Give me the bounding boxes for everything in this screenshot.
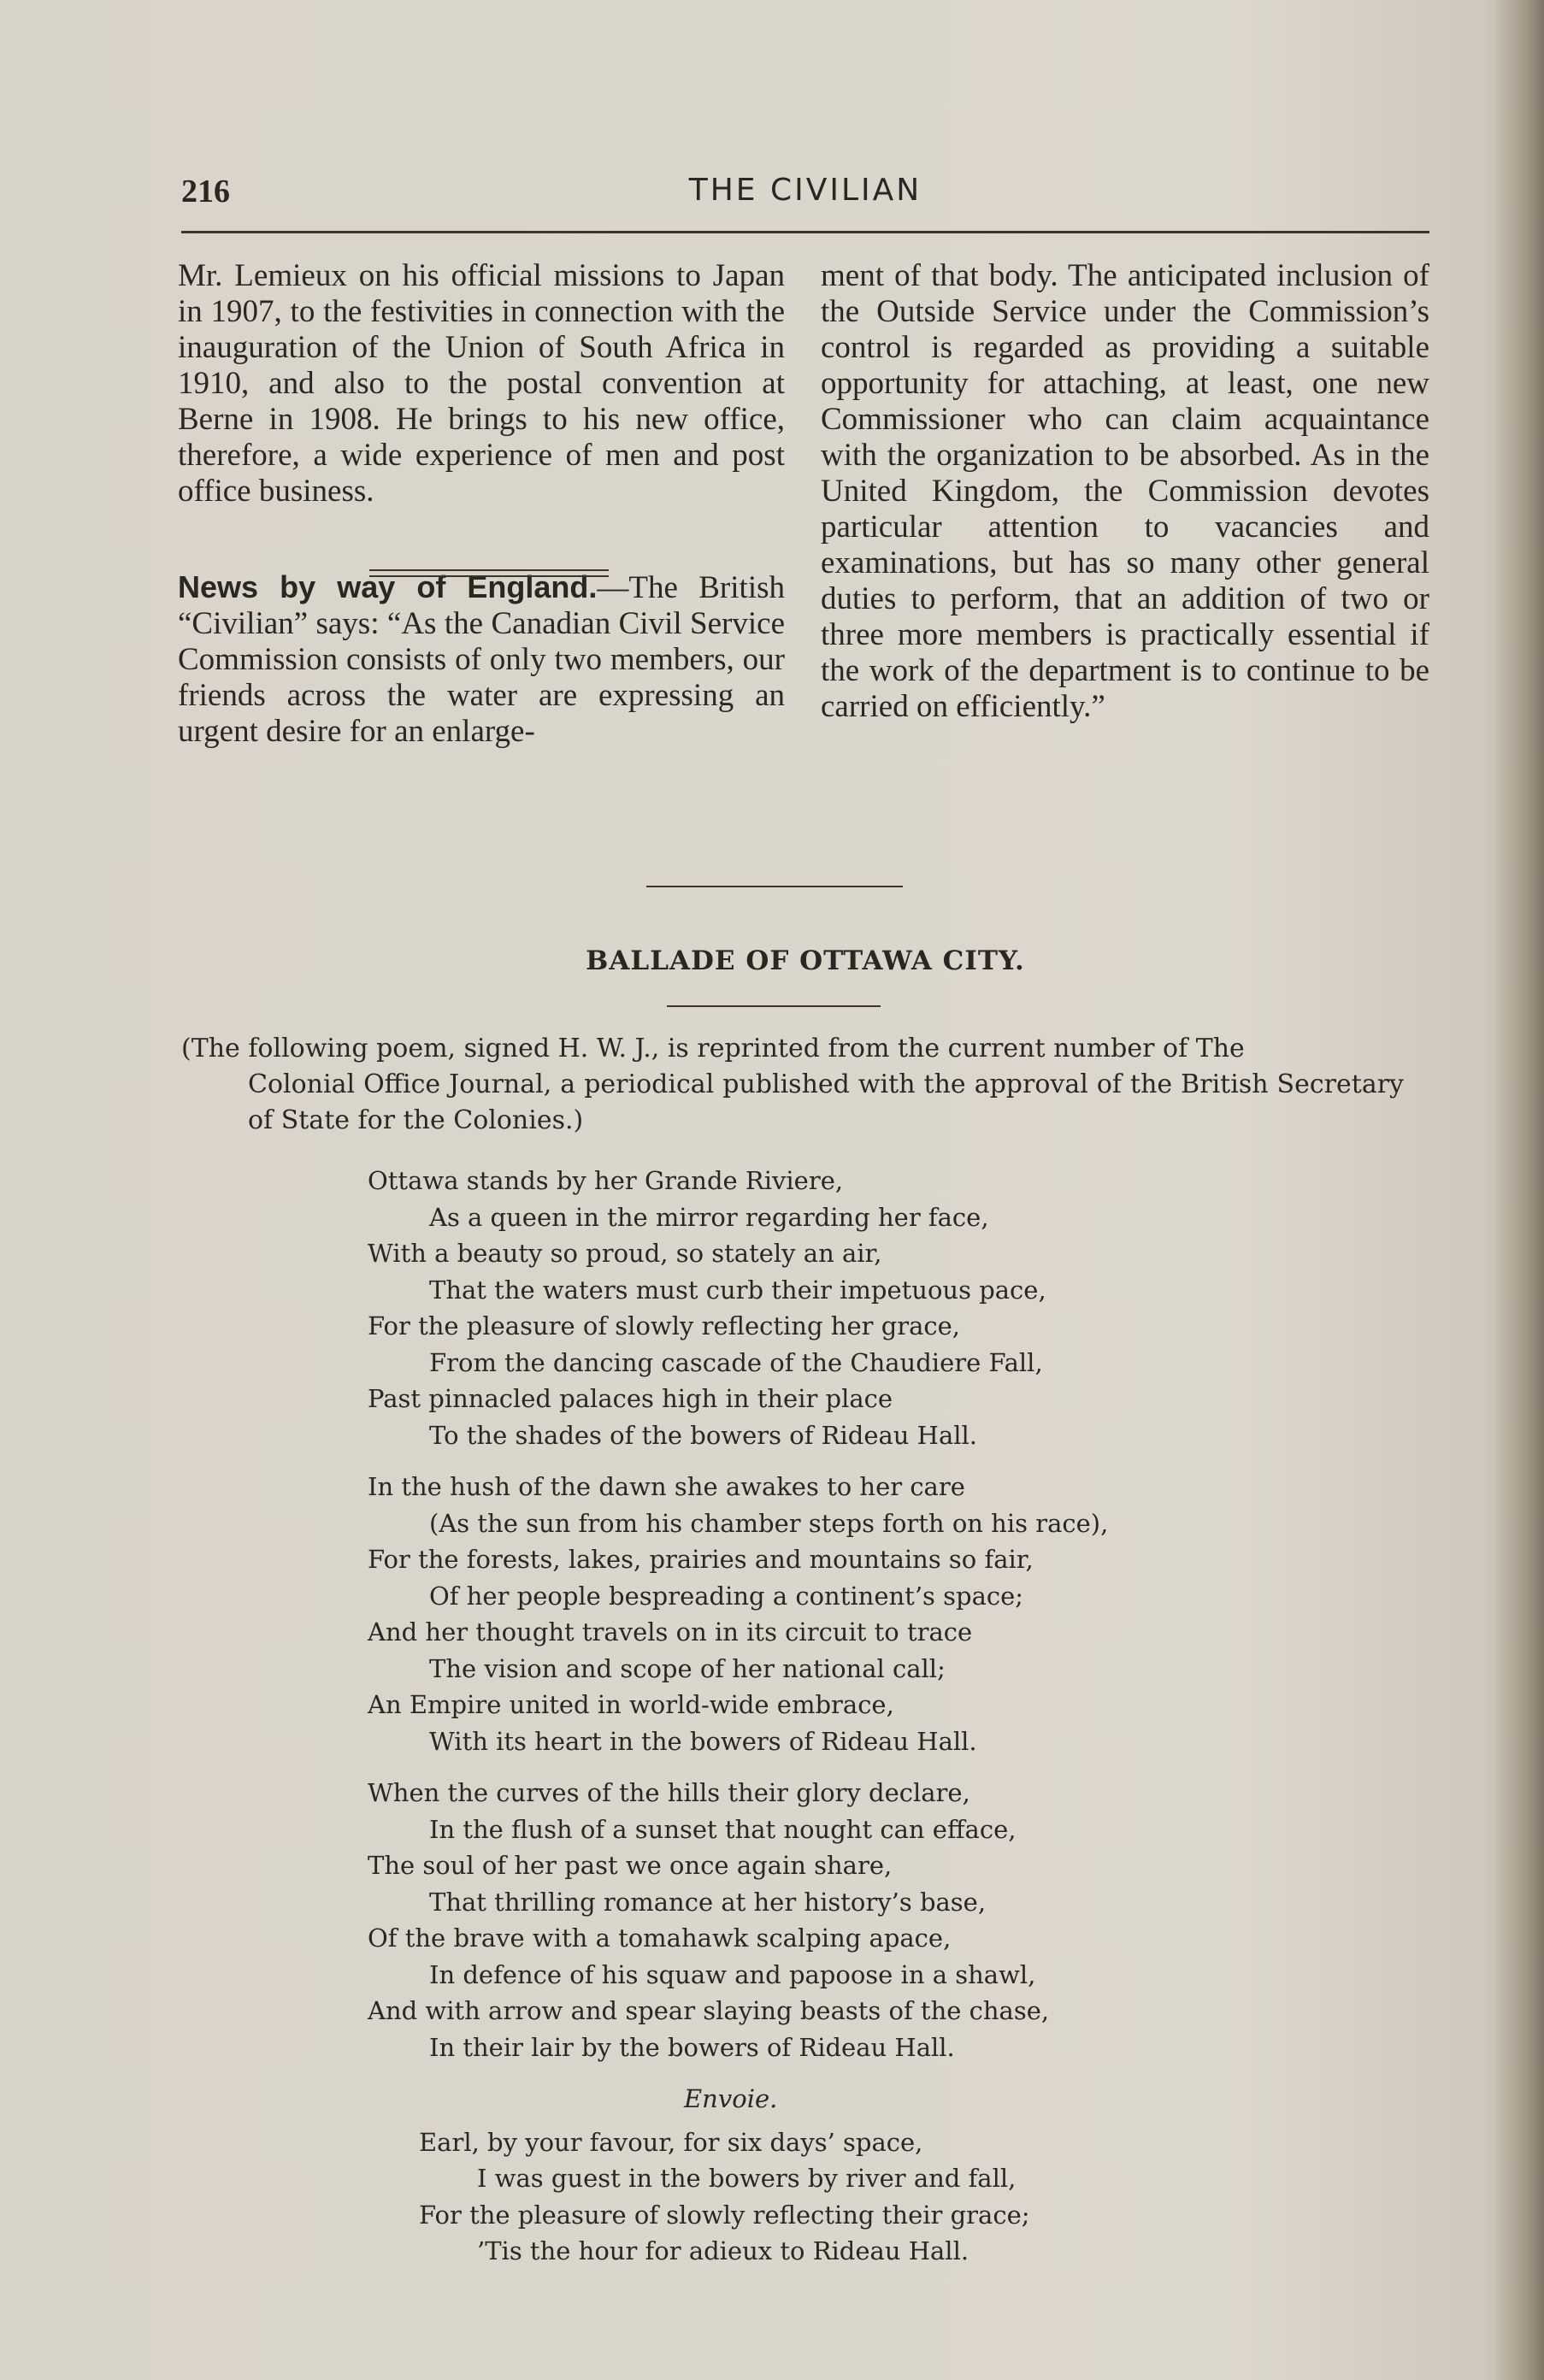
poem-line: And with arrow and spear slaying beasts of the chase, <box>368 1996 1050 2025</box>
poem-line: For the pleasure of slowly reflecting her grace, <box>368 1311 961 1340</box>
poem-line: In the hush of the dawn she awakes to her care <box>368 1472 965 1501</box>
poem-line: An Empire united in world-wide embrace, <box>368 1690 894 1719</box>
page-edge-shadow <box>1493 0 1544 2380</box>
poem-line: With a beauty so proud, so stately an air, <box>368 1239 882 1268</box>
poem-body <box>368 1163 1308 2270</box>
page-number: 216 <box>181 174 230 209</box>
poem-line: In the flush of a sunset that nought can efface, <box>429 1814 1017 1844</box>
poem-line: I was guest in the bowers by river and fall, <box>477 2164 1017 2193</box>
continuation-paragraph: ment of that body. The anticipated inclusion of the Outside Service under the Commission’s control is regarded as providing a suitable opportunity for attaching, at least, one new Commissioner who can claim acquaintance with the organization to be absorbed. As in the United Kingdom, the Commission devotes particular attention to vacancies and examinations, but has so many other general duties to perform, that an addition of two or three more members is practically essential if the work of the department is to continue to be carried on efficiently.” <box>821 258 1429 724</box>
title-rule <box>667 1005 881 1007</box>
stanza-2 <box>368 1469 1308 1759</box>
poem-line: As a queen in the mirror regarding her face, <box>429 1202 989 1232</box>
poem-line: Earl, by your favour, for six days’ space, <box>419 2127 923 2157</box>
poem-line: Past pinnacled palaces high in their place <box>368 1384 893 1413</box>
poem-line: That thrilling romance at her history’s base, <box>429 1887 987 1917</box>
intro-first-line: (The following poem, signed H. W. J., is reprinted from the current number of The <box>181 1034 1245 1063</box>
poem-line: The vision and scope of her national call; <box>429 1653 946 1683</box>
envoi <box>368 2081 1308 2270</box>
stanza-1 <box>368 1163 1308 1453</box>
poem-line: In their lair by the bowers of Rideau Hall. <box>429 2032 955 2062</box>
poem-line: In defence of his squaw and papoose in a shawl, <box>429 1959 1036 1989</box>
lemieux-paragraph: Mr. Lemieux on his official missions to Japan in 1907, to the festivities in connection with the inauguration of the Union of South Africa in 1910, and also to the postal convention at Berne in 1908. He brings to his new office, therefore, a wide experience of men and post office business. <box>178 258 785 509</box>
poem-title: BALLADE OF OTTAWA CITY. <box>586 946 1025 976</box>
poem-line: Of her people bespreading a continent’s space; <box>429 1581 1024 1611</box>
poem-line: With its heart in the bowers of Rideau Hall. <box>429 1726 977 1756</box>
news-heading: News by way of England. <box>178 569 598 604</box>
poem-line: That the waters must curb their impetuous pace, <box>429 1275 1046 1305</box>
poem-line: ’Tis the hour for adieux to Rideau Hall. <box>477 2236 969 2265</box>
poem-line: To the shades of the bowers of Rideau Hall. <box>429 1420 978 1450</box>
double-rule <box>369 569 609 577</box>
news-text: —The British “Civilian” says: “As the Canadian Civil Service Commission consists of only two members, our friends across the water are expressing an urgent desire for an enlarge- <box>178 570 785 749</box>
running-title: THE CIVILIAN <box>688 173 922 208</box>
poem-line: For the forests, lakes, prairies and mountains so fair, <box>368 1545 1034 1574</box>
section-separator <box>646 886 903 887</box>
stanza-3 <box>368 1775 1308 2065</box>
envoi-heading: Envoie. <box>684 2084 778 2113</box>
poem-line: When the curves of the hills their glory declare, <box>368 1778 970 1807</box>
page-header <box>181 173 1429 214</box>
header-rule <box>181 231 1429 233</box>
poem-intro <box>181 1031 1404 1139</box>
poem-line: The soul of her past we once again share, <box>368 1851 893 1880</box>
poem-line: Ottawa stands by her Grande Riviere, <box>368 1166 844 1195</box>
poem-line: From the dancing cascade of the Chaudiere Fall, <box>429 1347 1043 1377</box>
intro-rest: Colonial Office Journal, a periodical published with the approval of the British Secretary of State for the Colonies.) <box>248 1069 1404 1135</box>
poem-line: Of the brave with a tomahawk scalping apace, <box>368 1923 952 1953</box>
poem-line: And her thought travels on in its circuit to trace <box>368 1617 973 1647</box>
news-paragraph <box>178 569 785 750</box>
poem-line: (As the sun from his chamber steps forth on his race), <box>429 1508 1109 1538</box>
left-column <box>178 258 785 750</box>
right-column <box>821 258 1429 725</box>
poem-line: For the pleasure of slowly reflecting their grace; <box>419 2200 1030 2230</box>
